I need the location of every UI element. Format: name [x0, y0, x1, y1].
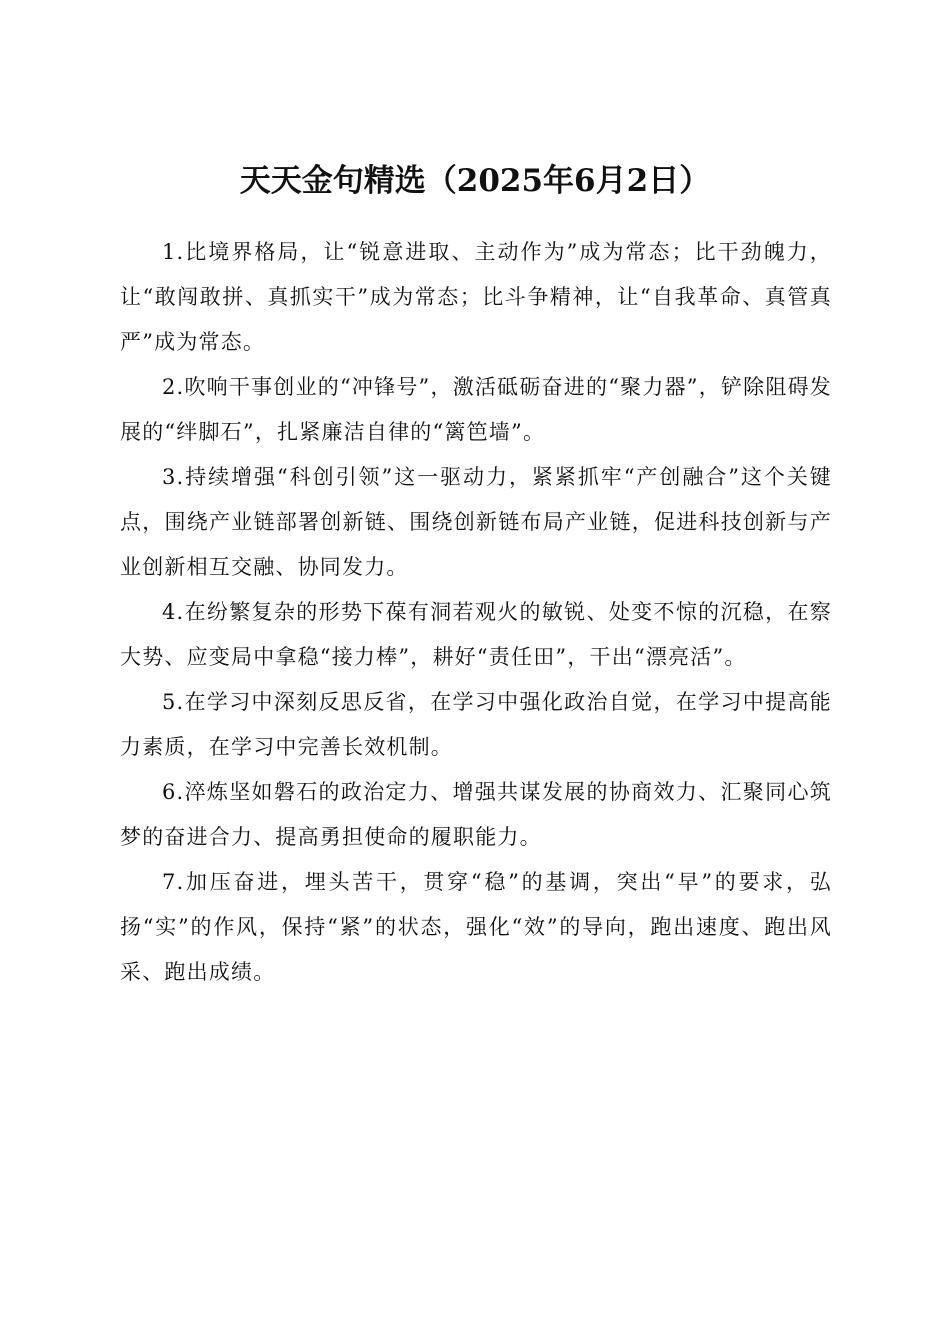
paragraph-4: 4.在纷繁复杂的形势下葆有洞若观火的敏锐、处变不惊的沉稳，在察大势、应变局中拿稳“接力棒”，耕好“责任田”，干出“漂亮活”。 [120, 600, 832, 669]
paragraph-5: 5.在学习中深刻反思反省，在学习中强化政治自觉，在学习中提高能力素质，在学习中完善长效机制。 [120, 690, 832, 759]
paragraph-1: 1.比境界格局，让“锐意进取、主动作为”成为常态；比干劲魄力，让“敢闯敢拼、真抓实干”成为常态；比斗争精神，让“自我革命、真管真严”成为常态。 [120, 240, 832, 354]
paragraph-2: 2.吹响干事创业的“冲锋号”，激活砥砺奋进的“聚力器”，铲除阻碍发展的“绊脚石”，扎紧廉洁自律的“篱笆墙”。 [120, 375, 832, 444]
document-body [120, 230, 832, 995]
paragraph-6: 6.淬炼坚如磐石的政治定力、增强共谋发展的协商效力、汇聚同心筑梦的奋进合力、提高勇担使命的履职能力。 [120, 780, 832, 849]
paragraph-7: 7.加压奋进，埋头苦干，贯穿“稳”的基调，突出“早”的要求，弘扬“实”的作风，保持“紧”的状态，强化“效”的导向，跑出速度、跑出风采、跑出成绩。 [120, 870, 832, 984]
paragraph-3: 3.持续增强“科创引领”这一驱动力，紧紧抓牢“产创融合”这个关键点，围绕产业链部署创新链、围绕创新链布局产业链，促进科技创新与产业创新相互交融、协同发力。 [120, 465, 832, 579]
document-title: 天天金句精选（2025年6月2日） [239, 162, 711, 199]
